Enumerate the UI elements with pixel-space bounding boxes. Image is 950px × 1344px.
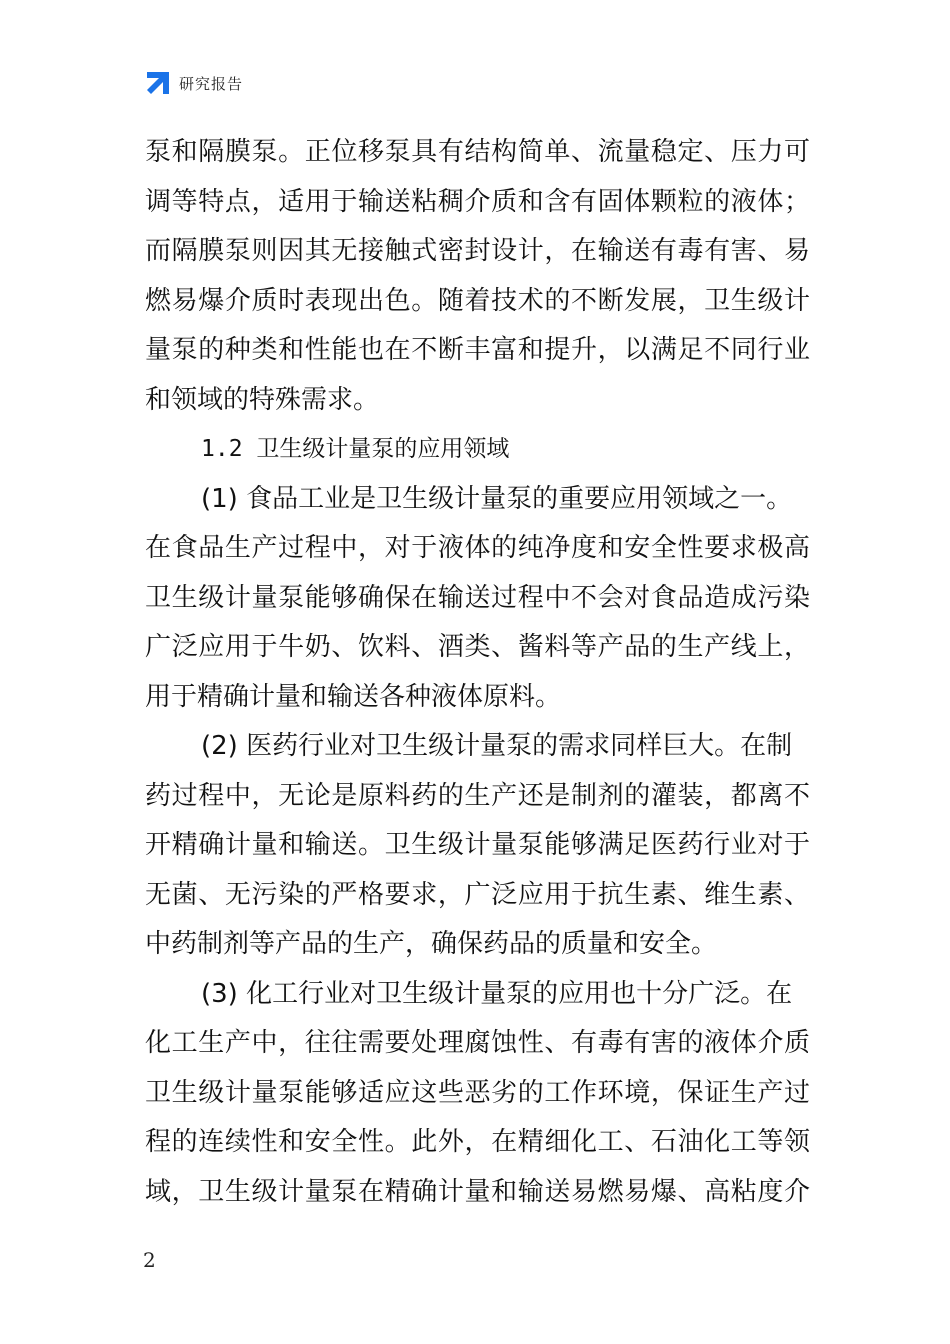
- text-line: 调等特点，适用于输送粘稠介质和含有固体颗粒的液体；: [145, 186, 810, 217]
- text-line: 而隔膜泵则因其无接触式密封设计，在输送有毒有害、易: [145, 236, 810, 266]
- text-line: 中药制剂等产品的生产，确保药品的质量和安全。: [145, 929, 718, 959]
- text-line: 用于精确计量和输送各种液体原料。: [145, 681, 562, 712]
- text-line: 泵和隔膜泵。正位移泵具有结构简单、流量稳定、压力可: [145, 137, 810, 167]
- text-line: (2) 医药行业对卫生级计量泵的需求同样巨大。在制: [201, 731, 793, 761]
- text-line: 卫生级计量泵能够确保在输送过程中不会对食品造成污染: [145, 582, 810, 613]
- brand-logo-icon: [145, 70, 171, 96]
- text-line: 卫生级计量泵能够适应这些恶劣的工作环境，保证生产过: [145, 1077, 810, 1108]
- text-line: 开精确计量和输送。卫生级计量泵能够满足医药行业对于: [145, 830, 810, 860]
- text-line: 在食品生产过程中，对于液体的纯净度和安全性要求极高: [145, 533, 810, 563]
- page-number: 2: [143, 1248, 156, 1272]
- text-line: 无菌、无污染的严格要求，广泛应用于抗生素、维生素、: [145, 879, 810, 910]
- header-label: 研究报告: [179, 74, 244, 93]
- text-line: 药过程中，无论是原料药的生产还是制剂的灌装，都离不: [145, 780, 810, 811]
- page-header: [145, 68, 243, 98]
- document-body: [145, 128, 810, 1217]
- text-line: 广泛应用于牛奶、饮料、酒类、酱料等产品的生产线上，: [145, 632, 810, 662]
- text-line: 化工生产中，往往需要处理腐蚀性、有毒有害的液体介质: [145, 1028, 810, 1058]
- text-line: 量泵的种类和性能也在不断丰富和提升，以满足不同行业: [145, 335, 810, 365]
- section-heading: 1.2 卫生级计量泵的应用领域: [201, 436, 510, 462]
- text-line: (1) 食品工业是卫生级计量泵的重要应用领域之一。: [201, 483, 793, 514]
- text-line: 程的连续性和安全性。此外，在精细化工、石油化工等领: [145, 1127, 810, 1157]
- text-line: 燃易爆介质时表现出色。随着技术的不断发展，卫生级计: [145, 285, 810, 316]
- text-line: 和领域的特殊需求。: [145, 384, 380, 415]
- text-line: (3) 化工行业对卫生级计量泵的应用也十分广泛。在: [201, 978, 793, 1009]
- text-line: 域，卫生级计量泵在精确计量和输送易燃易爆、高粘度介: [145, 1176, 810, 1207]
